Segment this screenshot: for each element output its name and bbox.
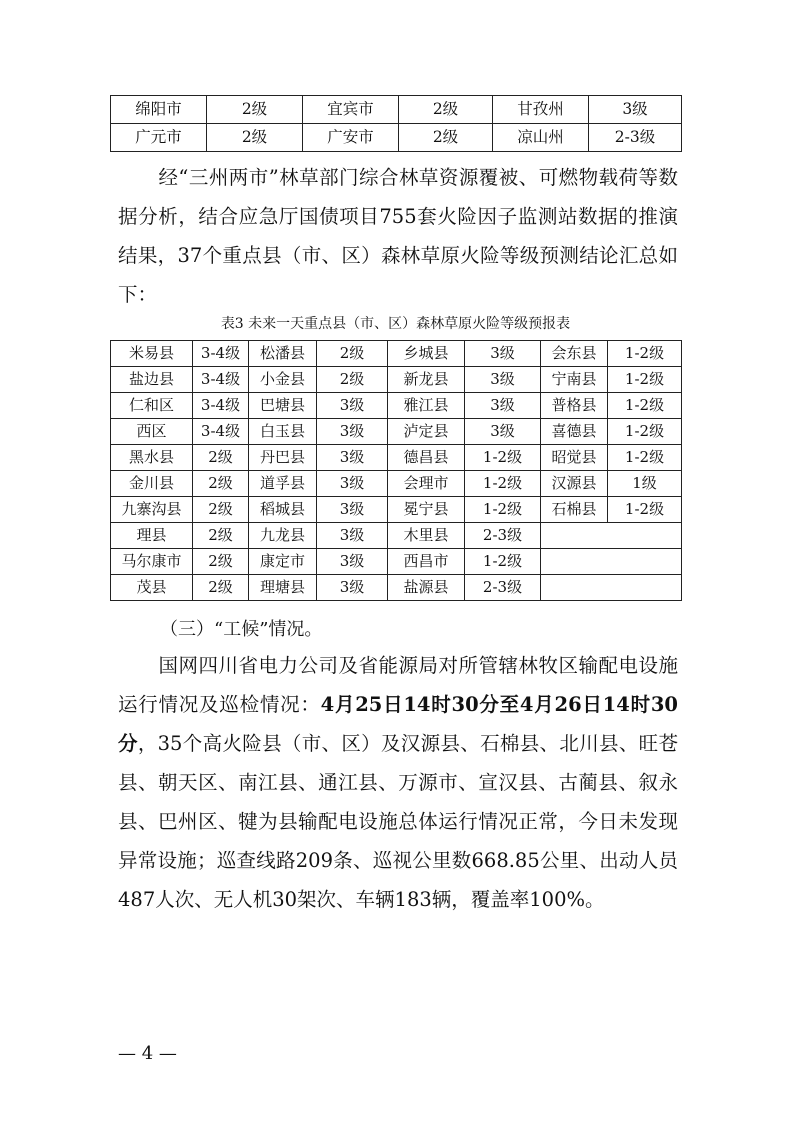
table-cell: 理县 bbox=[111, 523, 193, 549]
table-cell: 2-3级 bbox=[465, 575, 541, 601]
table-cell: 冕宁县 bbox=[388, 497, 465, 523]
table-row bbox=[111, 549, 682, 575]
table-cell: 盐边县 bbox=[111, 367, 193, 393]
table-cell: 木里县 bbox=[388, 523, 465, 549]
table-row bbox=[111, 419, 682, 445]
table-cell: 2级 bbox=[193, 575, 249, 601]
table-empty-cell bbox=[541, 549, 682, 575]
table-cell: 甘孜州 bbox=[493, 96, 589, 124]
table-cell: 九寨沟县 bbox=[111, 497, 193, 523]
table-cell: 广安市 bbox=[303, 124, 399, 152]
table-cell: 1-2级 bbox=[465, 445, 541, 471]
table-row bbox=[111, 523, 682, 549]
table-row bbox=[111, 341, 682, 367]
paragraph-text: 经“三州两市”林草部门综合林草资源覆被、可燃物载荷等数据分析，结合应急厅国债项目755套火险因子监测站数据的推演结果，37个重点县（市、区）森林草原火险等级预测结论汇总如下： bbox=[118, 166, 678, 306]
table-row bbox=[111, 367, 682, 393]
table-cell: 2级 bbox=[193, 445, 249, 471]
paragraph-forecast-intro bbox=[118, 158, 678, 314]
table-cell: 3-4级 bbox=[193, 419, 249, 445]
table-row bbox=[111, 96, 682, 124]
table-cell: 1-2级 bbox=[465, 549, 541, 575]
table-cell: 道孚县 bbox=[249, 471, 317, 497]
paragraph-grid-inspection bbox=[118, 646, 678, 919]
table-cell: 2级 bbox=[193, 497, 249, 523]
table-empty-cell bbox=[541, 523, 682, 549]
table-cell: 新龙县 bbox=[388, 367, 465, 393]
table-cell: 宁南县 bbox=[541, 367, 608, 393]
table-cell: 绵阳市 bbox=[111, 96, 207, 124]
table-cell: 2级 bbox=[193, 471, 249, 497]
paragraph-text-after: ，35个高火险县（市、区）及汉源县、石棉县、北川县、旺苍县、朝天区、南江县、通江县、万源市、宣汉县、古蔺县、叙永县、巴州区、犍为县输配电设施总体运行情况正常，今日未发现异常设施；巡查线路209条、巡视公里数668.85公里、出动人员487人次、无人机30架次、车辆183辆，覆盖率100%。 bbox=[118, 732, 678, 911]
table-cell: 金川县 bbox=[111, 471, 193, 497]
table-cell: 乡城县 bbox=[388, 341, 465, 367]
table-cell: 3级 bbox=[317, 445, 388, 471]
table-cell: 3级 bbox=[465, 367, 541, 393]
table-cell: 3级 bbox=[317, 575, 388, 601]
table-cell: 白玉县 bbox=[249, 419, 317, 445]
table-cell: 广元市 bbox=[111, 124, 207, 152]
table-cell: 九龙县 bbox=[249, 523, 317, 549]
table-cell: 石棉县 bbox=[541, 497, 608, 523]
table-cell: 巴塘县 bbox=[249, 393, 317, 419]
table-cell: 2级 bbox=[193, 523, 249, 549]
table-cell: 2级 bbox=[399, 96, 493, 124]
table-row bbox=[111, 393, 682, 419]
table-cell: 1-2级 bbox=[608, 445, 682, 471]
table-cell: 3级 bbox=[465, 393, 541, 419]
table-cell: 1-2级 bbox=[608, 367, 682, 393]
table-cell: 凉山州 bbox=[493, 124, 589, 152]
paragraph-time-range: 4月25日14时30分至4月26日14时30分 bbox=[118, 693, 678, 755]
table-cell: 1-2级 bbox=[465, 497, 541, 523]
table-cell: 昭觉县 bbox=[541, 445, 608, 471]
table-cell: 1-2级 bbox=[608, 497, 682, 523]
table-cell: 2级 bbox=[207, 124, 303, 152]
table-cell: 1-2级 bbox=[465, 471, 541, 497]
table-cell: 康定市 bbox=[249, 549, 317, 575]
table-row bbox=[111, 445, 682, 471]
table-cell: 3级 bbox=[589, 96, 682, 124]
table-cell: 3级 bbox=[317, 419, 388, 445]
table-cell: 3-4级 bbox=[193, 341, 249, 367]
table-cell: 1-2级 bbox=[608, 341, 682, 367]
table-cell: 2级 bbox=[207, 96, 303, 124]
table-cell: 理塘县 bbox=[249, 575, 317, 601]
table-empty-cell bbox=[541, 575, 682, 601]
table-cell: 松潘县 bbox=[249, 341, 317, 367]
table-cell: 3-4级 bbox=[193, 393, 249, 419]
table-cell: 西昌市 bbox=[388, 549, 465, 575]
table-cell: 3级 bbox=[317, 549, 388, 575]
table-cell: 黑水县 bbox=[111, 445, 193, 471]
table-cell: 会东县 bbox=[541, 341, 608, 367]
table-cell: 2-3级 bbox=[465, 523, 541, 549]
table-cell: 1-2级 bbox=[608, 419, 682, 445]
table-cell: 3级 bbox=[465, 419, 541, 445]
table-row bbox=[111, 471, 682, 497]
table-caption: 表3 未来一天重点县（市、区）森林草原火险等级预报表 bbox=[220, 316, 571, 332]
county-fire-risk-table bbox=[110, 340, 682, 601]
table-cell: 3级 bbox=[317, 523, 388, 549]
paragraph-text-before: 国网四川省电力公司及省能源局对所管辖林牧区输配电设施运行情况及巡检情况： bbox=[118, 654, 678, 716]
fire-risk-city-table bbox=[110, 95, 682, 152]
table-cell: 3级 bbox=[317, 393, 388, 419]
table-cell: 丹巴县 bbox=[249, 445, 317, 471]
table-cell: 西区 bbox=[111, 419, 193, 445]
table-cell: 3级 bbox=[465, 341, 541, 367]
table-cell: 会理市 bbox=[388, 471, 465, 497]
table-cell: 喜德县 bbox=[541, 419, 608, 445]
table-cell: 泸定县 bbox=[388, 419, 465, 445]
table-cell: 仁和区 bbox=[111, 393, 193, 419]
table-cell: 雅江县 bbox=[388, 393, 465, 419]
table-cell: 1-2级 bbox=[608, 393, 682, 419]
page-number: — 4 — bbox=[118, 1043, 177, 1064]
table-cell: 盐源县 bbox=[388, 575, 465, 601]
table-cell: 2-3级 bbox=[589, 124, 682, 152]
table-row bbox=[111, 497, 682, 523]
table-cell: 1级 bbox=[608, 471, 682, 497]
table-cell: 2级 bbox=[193, 549, 249, 575]
table-cell: 马尔康市 bbox=[111, 549, 193, 575]
table-cell: 2级 bbox=[317, 367, 388, 393]
section-heading: （三）“工候”情况。 bbox=[160, 619, 323, 640]
table-row bbox=[111, 124, 682, 152]
table-cell: 3级 bbox=[317, 471, 388, 497]
table-cell: 小金县 bbox=[249, 367, 317, 393]
table-cell: 米易县 bbox=[111, 341, 193, 367]
table-row bbox=[111, 575, 682, 601]
table-cell: 稻城县 bbox=[249, 497, 317, 523]
table-cell: 德昌县 bbox=[388, 445, 465, 471]
table-cell: 2级 bbox=[399, 124, 493, 152]
table-cell: 茂县 bbox=[111, 575, 193, 601]
table-cell: 3级 bbox=[317, 497, 388, 523]
table-cell: 2级 bbox=[317, 341, 388, 367]
table-cell: 普格县 bbox=[541, 393, 608, 419]
table-cell: 宜宾市 bbox=[303, 96, 399, 124]
table-cell: 汉源县 bbox=[541, 471, 608, 497]
table-cell: 3-4级 bbox=[193, 367, 249, 393]
